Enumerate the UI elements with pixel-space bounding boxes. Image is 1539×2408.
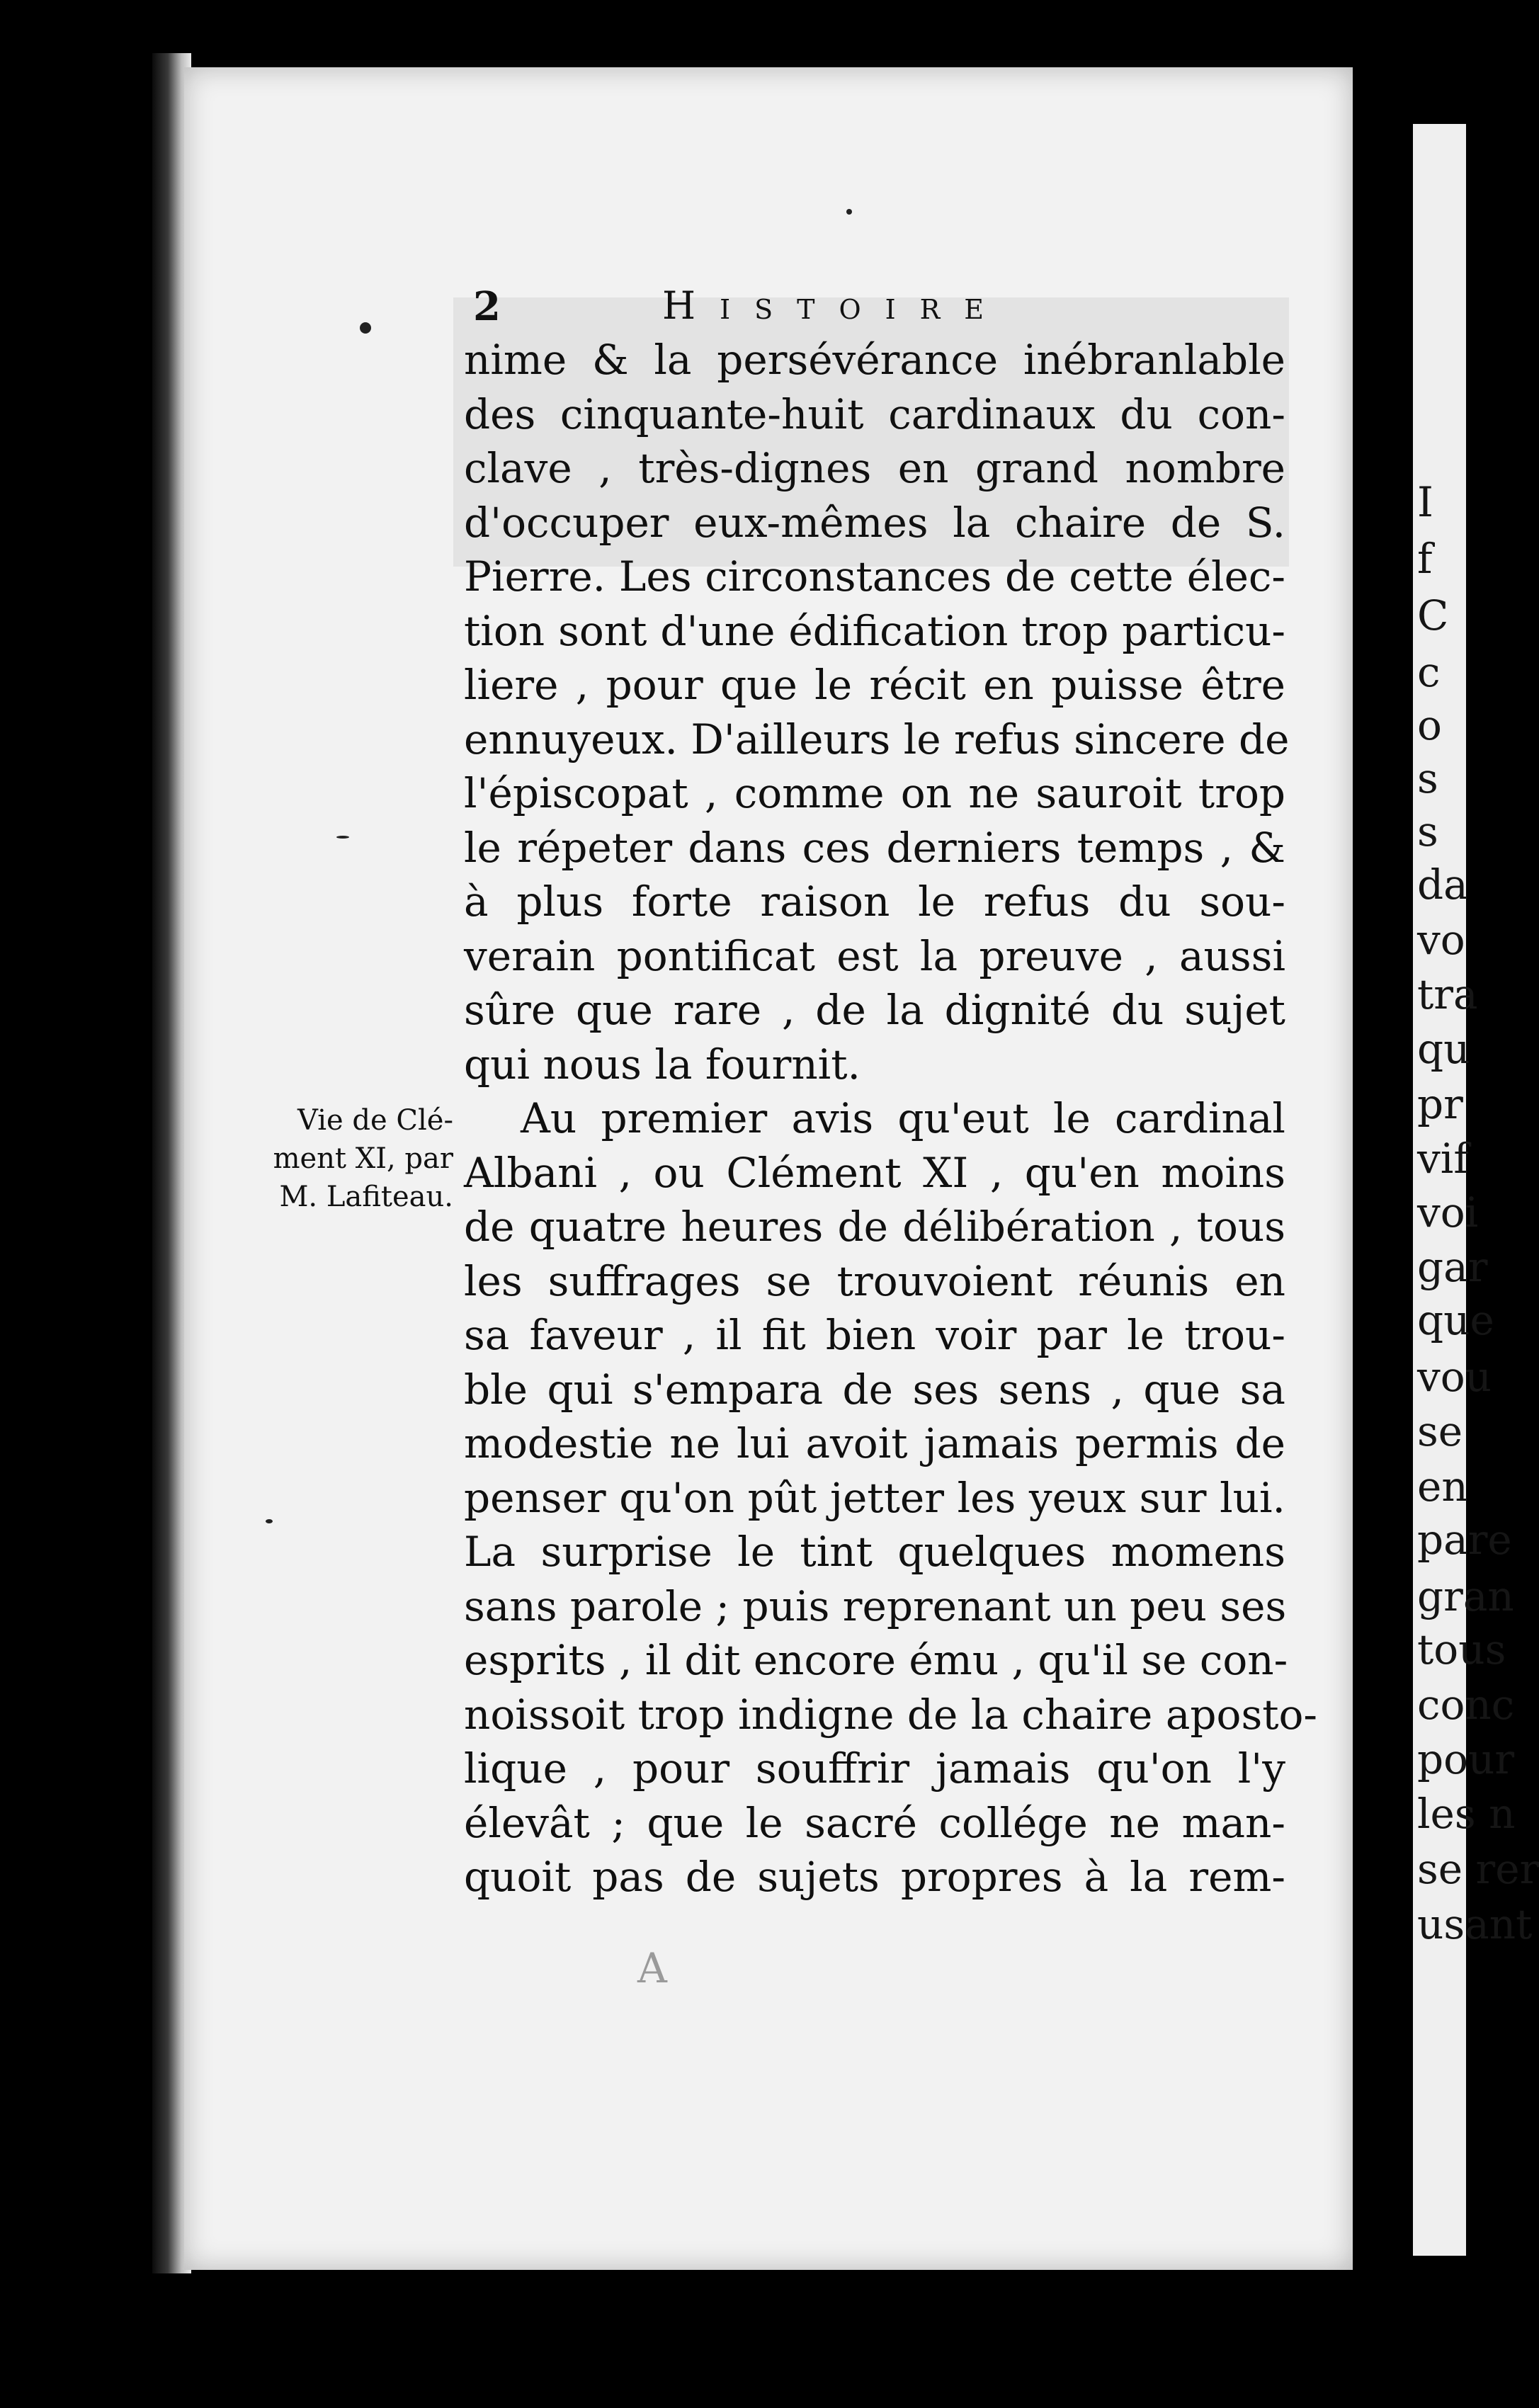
text-line: des cinquante-huit cardinaux du con- <box>464 390 1285 438</box>
facing-page-fragment: pare <box>1417 1516 1512 1564</box>
facing-page-fragment: pr <box>1417 1080 1463 1128</box>
text-line: La surprise le tint quelques momens <box>464 1528 1285 1576</box>
text-line: élevât ; que le sacré collége ne man- <box>464 1798 1285 1847</box>
text-line: sans parole ; puis reprenant un peu ses <box>464 1581 1287 1630</box>
text-line: ble qui s'empara de ses sens , que sa <box>464 1365 1285 1414</box>
facing-page-fragment: conc <box>1417 1681 1515 1729</box>
facing-page-fragment: tous <box>1417 1625 1506 1674</box>
body-text <box>464 333 1318 1904</box>
facing-page-fragment: vou <box>1417 1353 1492 1401</box>
facing-page-fragment: voi <box>1417 1188 1479 1237</box>
facing-page-fragment: s <box>1417 807 1438 856</box>
text-line: lique , pour souffrir jamais qu'on l'y <box>464 1744 1285 1793</box>
page-number: 2 <box>473 283 501 330</box>
facing-page-fragment: les n <box>1417 1790 1516 1838</box>
marginal-note-line: ment XI, par <box>273 1142 453 1175</box>
facing-page-fragment: tra <box>1417 970 1478 1018</box>
facing-page-fragment: c <box>1417 648 1441 696</box>
facing-page-fragment: gran <box>1417 1572 1514 1620</box>
text-line: ennuyeux. D'ailleurs le refus sincere de <box>464 715 1290 763</box>
facing-page-fragment: o <box>1417 701 1442 749</box>
marginal-note <box>227 1101 453 1216</box>
facing-page-fragment: que <box>1417 1296 1494 1344</box>
text-line: clave , très-dignes en grand nombre <box>464 444 1285 492</box>
text-line: qui nous la fournit. <box>464 1040 861 1089</box>
text-line: sûre que rare , de la dignité du sujet <box>464 986 1285 1034</box>
text-line: modestie ne lui avoit jamais permis de <box>464 1419 1285 1467</box>
facing-page-edge <box>1413 124 1539 2256</box>
ink-speck <box>846 209 852 215</box>
text-line: sa faveur , il fit bien voir par le trou- <box>464 1311 1285 1359</box>
ink-speck <box>336 836 349 839</box>
text-line: liere , pour que le récit en puisse être <box>464 661 1285 709</box>
facing-page-fragment: s <box>1417 754 1438 802</box>
facing-page-fragment: en <box>1417 1463 1468 1511</box>
facing-page-fragment: da <box>1417 861 1468 909</box>
facing-page-fragment: I <box>1417 478 1433 526</box>
text-line: verain pontificat est la preuve , aussi <box>464 931 1285 980</box>
marginal-note-line: Vie de Clé- <box>297 1104 453 1137</box>
ink-speck <box>360 322 371 334</box>
text-line: Au premier avis qu'eut le cardinal <box>521 1094 1285 1142</box>
ink-speck <box>266 1519 273 1523</box>
marginal-note-line: M. Lafiteau. <box>279 1181 453 1213</box>
text-line: Pierre. Les circonstances de cette élec- <box>464 552 1285 601</box>
text-line: tion sont d'une édification trop particu- <box>464 606 1285 655</box>
facing-page-fragment: gar <box>1417 1243 1488 1291</box>
text-line: les suffrages se trouvoient réunis en <box>464 1256 1285 1305</box>
facing-page-fragment: vif <box>1417 1135 1469 1183</box>
signature-mark: A <box>637 1944 667 1992</box>
facing-page-fragment: se rer <box>1417 1845 1539 1893</box>
text-line: le répeter dans ces derniers temps , & <box>464 823 1285 872</box>
text-line: d'occuper eux-mêmes la chaire de S. <box>464 498 1285 547</box>
text-line: noissoit trop indigne de la chaire aposto- <box>464 1690 1318 1739</box>
facing-page-fragment: qu <box>1417 1025 1470 1073</box>
text-line: l'épiscopat , comme on ne sauroit trop <box>464 769 1285 817</box>
text-line: Albani , ou Clément XI , qu'en moins <box>464 1148 1285 1197</box>
facing-page-fragment: se <box>1417 1407 1463 1455</box>
text-line: quoit pas de sujets propres à la rem- <box>464 1853 1285 1901</box>
facing-page-fragment: C <box>1417 591 1449 640</box>
facing-page-fragment: pour <box>1417 1735 1515 1783</box>
facing-page-fragment: vo <box>1417 916 1465 964</box>
facing-page-fragment: usant <box>1417 1900 1533 1948</box>
text-line: nime & la persévérance inébranlable <box>464 336 1285 384</box>
text-line: esprits , il dit encore ému , qu'il se con- <box>464 1636 1288 1684</box>
text-line: de quatre heures de délibération , tous <box>464 1203 1285 1251</box>
facing-page-fragment: f <box>1417 535 1433 583</box>
text-line: à plus forte raison le refus du sou- <box>464 878 1285 926</box>
running-title: Histoire <box>662 283 1008 328</box>
text-line: penser qu'on pût jetter les yeux sur lui. <box>464 1473 1285 1522</box>
